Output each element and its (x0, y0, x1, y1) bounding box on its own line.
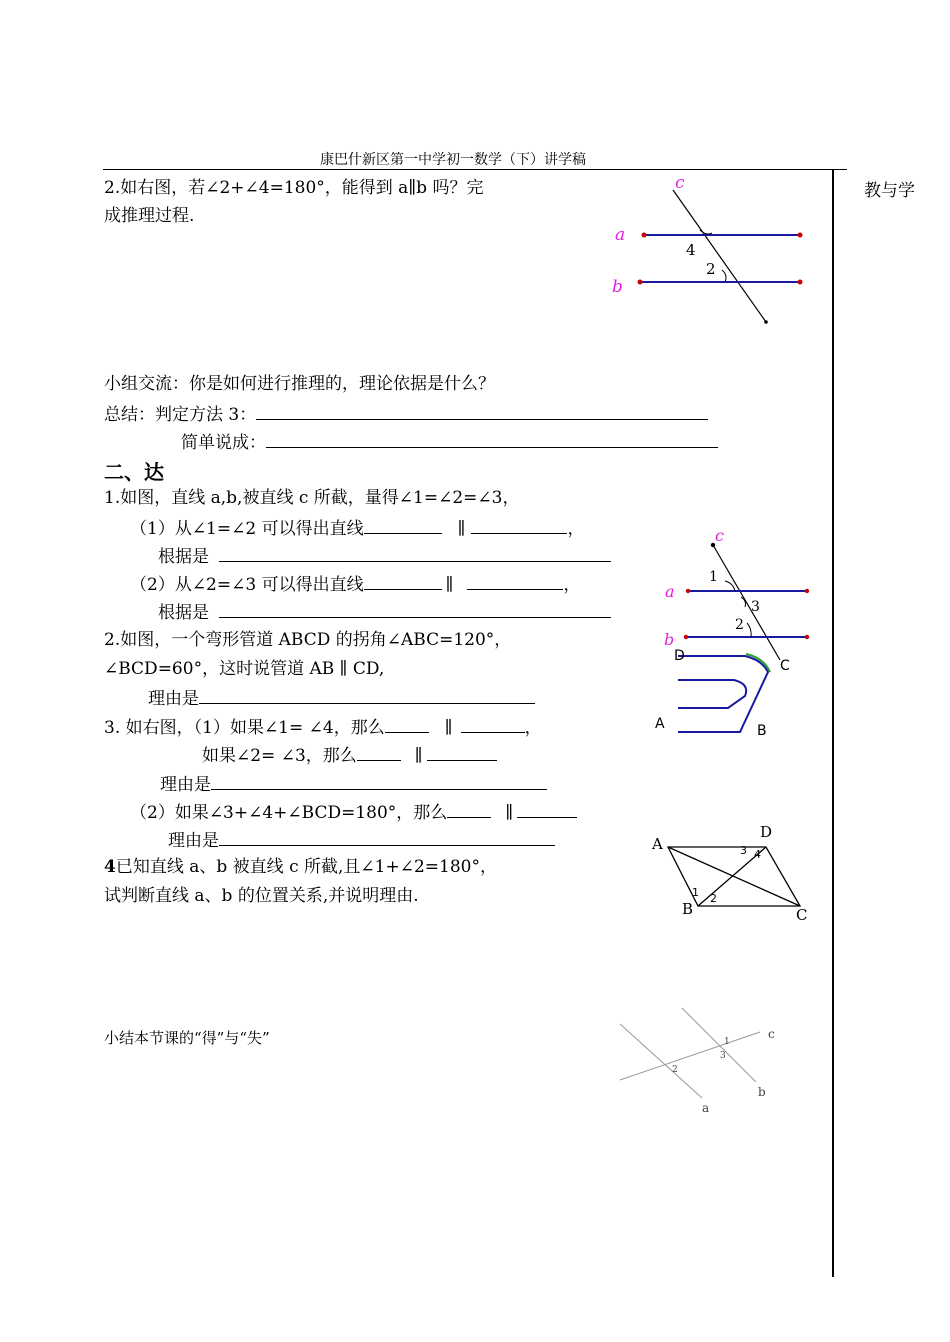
label-D: D (674, 648, 685, 664)
parallel-symbol: ∥ (444, 718, 453, 738)
label-b: b (664, 630, 675, 649)
ex1-blank2b[interactable] (467, 573, 563, 590)
ex1-basis1 (158, 545, 611, 567)
parallel-symbol: ∥ (445, 575, 454, 595)
ex3-blank3a[interactable] (447, 801, 491, 818)
pipe-outer (678, 656, 768, 732)
angle-1: 1 (709, 569, 718, 585)
ex1-part1-text: （1）从∠1=∠2 可以得出直线 (130, 519, 364, 539)
basis1-label: 根据是 (158, 547, 209, 567)
angle-4: 4 (754, 848, 761, 861)
label-A: A (655, 716, 665, 732)
angle-1: 1 (724, 1037, 730, 1047)
ex3-blank3b[interactable] (517, 801, 577, 818)
reason-label: 理由是 (168, 831, 219, 851)
label-a: a (702, 1101, 710, 1115)
angle-2: 2 (672, 1065, 678, 1075)
ex1-part2-text: （2）从∠2=∠3 可以得出直线 (130, 575, 364, 595)
label-a: a (615, 225, 626, 245)
pipe-inner (678, 680, 746, 708)
angle-3: 3 (740, 844, 747, 857)
ex4-line2: 试判断直线 a、b 的位置关系,并说明理由. (104, 886, 419, 906)
ex3-line1-text: 3. 如右图，（1）如果∠1= ∠4，那么 (104, 718, 385, 738)
ex3-line1: 3. 如右图，（1）如果∠1= ∠4，那么 ∥ ， (104, 718, 542, 738)
ex4-line1 (104, 857, 497, 877)
angle-1: 1 (692, 886, 699, 899)
summary-row (104, 403, 708, 425)
ex2-reason (148, 687, 535, 709)
figure-ex2-pipe (650, 640, 800, 745)
parallel-symbol: ∥ (414, 746, 423, 766)
ex1-blank2a[interactable] (364, 573, 442, 590)
ex3-blank2a[interactable] (357, 744, 401, 761)
label-D: D (760, 823, 773, 841)
ex3-blank2b[interactable] (427, 744, 497, 761)
ex3-line3-text: （2）如果∠3+∠4+∠BCD=180°，那么 (130, 803, 448, 823)
label-c: c (715, 526, 724, 545)
ex3-line3 (130, 801, 577, 823)
section-title: 二、达 (104, 460, 164, 484)
q2-line1: 2.如右图，若∠2+∠4=180°，能得到 a∥b 吗？完 (104, 178, 484, 198)
line-b (682, 1008, 756, 1082)
label-A: A (652, 835, 663, 853)
lesson-summary: 小结本节课的“得”与“失” (104, 1029, 270, 1047)
ex1-blank1a[interactable] (364, 517, 442, 534)
ex4-line1-text: 已知直线 a、b 被直线 c 所截,且∠1+∠2=180°， (115, 857, 497, 877)
label-B: B (757, 723, 767, 739)
diagonal-AC (668, 847, 800, 906)
parallel-symbol: ∥ (457, 519, 466, 539)
q2-line2: 成推理过程. (104, 206, 195, 226)
angle-3: 3 (751, 599, 760, 615)
ex3-line2-text: 如果∠2= ∠3，那么 (202, 746, 357, 766)
simple-row (181, 431, 718, 453)
label-c: c (675, 173, 685, 193)
figure-ex3-parallelogram (648, 822, 818, 927)
simple-label: 简单说成： (181, 433, 266, 453)
angle-2: 2 (735, 617, 744, 633)
ex3-reason1-blank[interactable] (211, 773, 547, 790)
summary-label: 总结：判定方法 3： (104, 405, 257, 425)
label-C: C (796, 906, 808, 924)
label-a: a (665, 582, 675, 601)
ex3-reason2-blank[interactable] (219, 829, 555, 846)
angle-2: 2 (706, 260, 716, 278)
ex3-line2 (202, 744, 497, 766)
basis2-label: 根据是 (158, 603, 209, 623)
line-a (620, 1024, 702, 1098)
ex2-line2: ∠BCD=60°，这时说管道 AB ∥ CD, (104, 659, 385, 679)
reason-label: 理由是 (148, 689, 199, 709)
ex1-part1: （1）从∠1=∠2 可以得出直线 ∥ ， (130, 519, 585, 539)
group-discussion: 小组交流：你是如何进行推理的，理论依据是什么？ (104, 374, 495, 394)
figure-ex4 (610, 1000, 800, 1120)
parallel-symbol: ∥ (505, 803, 514, 823)
angle-3: 3 (720, 1051, 726, 1061)
ex3-blank1a[interactable] (385, 716, 429, 733)
ex2-reason-blank[interactable] (199, 687, 535, 704)
ex1-stem: 1.如图，直线 a,b,被直线 c 所截，量得∠1=∠2=∠3， (104, 488, 520, 508)
page-header: 康巴什新区第一中学初一数学（下）讲学稿 (320, 152, 586, 168)
ex3-blank1b[interactable] (461, 716, 525, 733)
label-b: b (758, 1085, 766, 1099)
ex1-basis1-blank[interactable] (219, 545, 611, 562)
ex1-blank1b[interactable] (471, 517, 567, 534)
ex1-basis2-blank[interactable] (219, 601, 611, 618)
side-label: 教与学 (864, 181, 915, 201)
label-c: c (768, 1027, 775, 1041)
label-C: C (780, 658, 790, 674)
summary-blank[interactable] (256, 403, 708, 420)
margin-divider (832, 169, 834, 1277)
angle-4: 4 (686, 241, 696, 259)
ex1-part2: （2）从∠2=∠3 可以得出直线 ∥ ， (130, 575, 581, 595)
ex3-reason2 (168, 829, 555, 851)
ex4-number: 4 (104, 857, 116, 877)
figure-q2 (600, 170, 820, 330)
angle-2: 2 (710, 892, 717, 905)
ex1-basis2 (158, 601, 611, 623)
simple-blank[interactable] (266, 431, 718, 448)
label-B: B (682, 900, 694, 918)
line-c (620, 1032, 760, 1080)
reason-label: 理由是 (160, 775, 211, 795)
ex3-reason1 (160, 773, 547, 795)
ex2-line1: 2.如图，一个弯形管道 ABCD 的拐角∠ABC=120°， (104, 630, 512, 650)
label-b: b (612, 277, 623, 297)
